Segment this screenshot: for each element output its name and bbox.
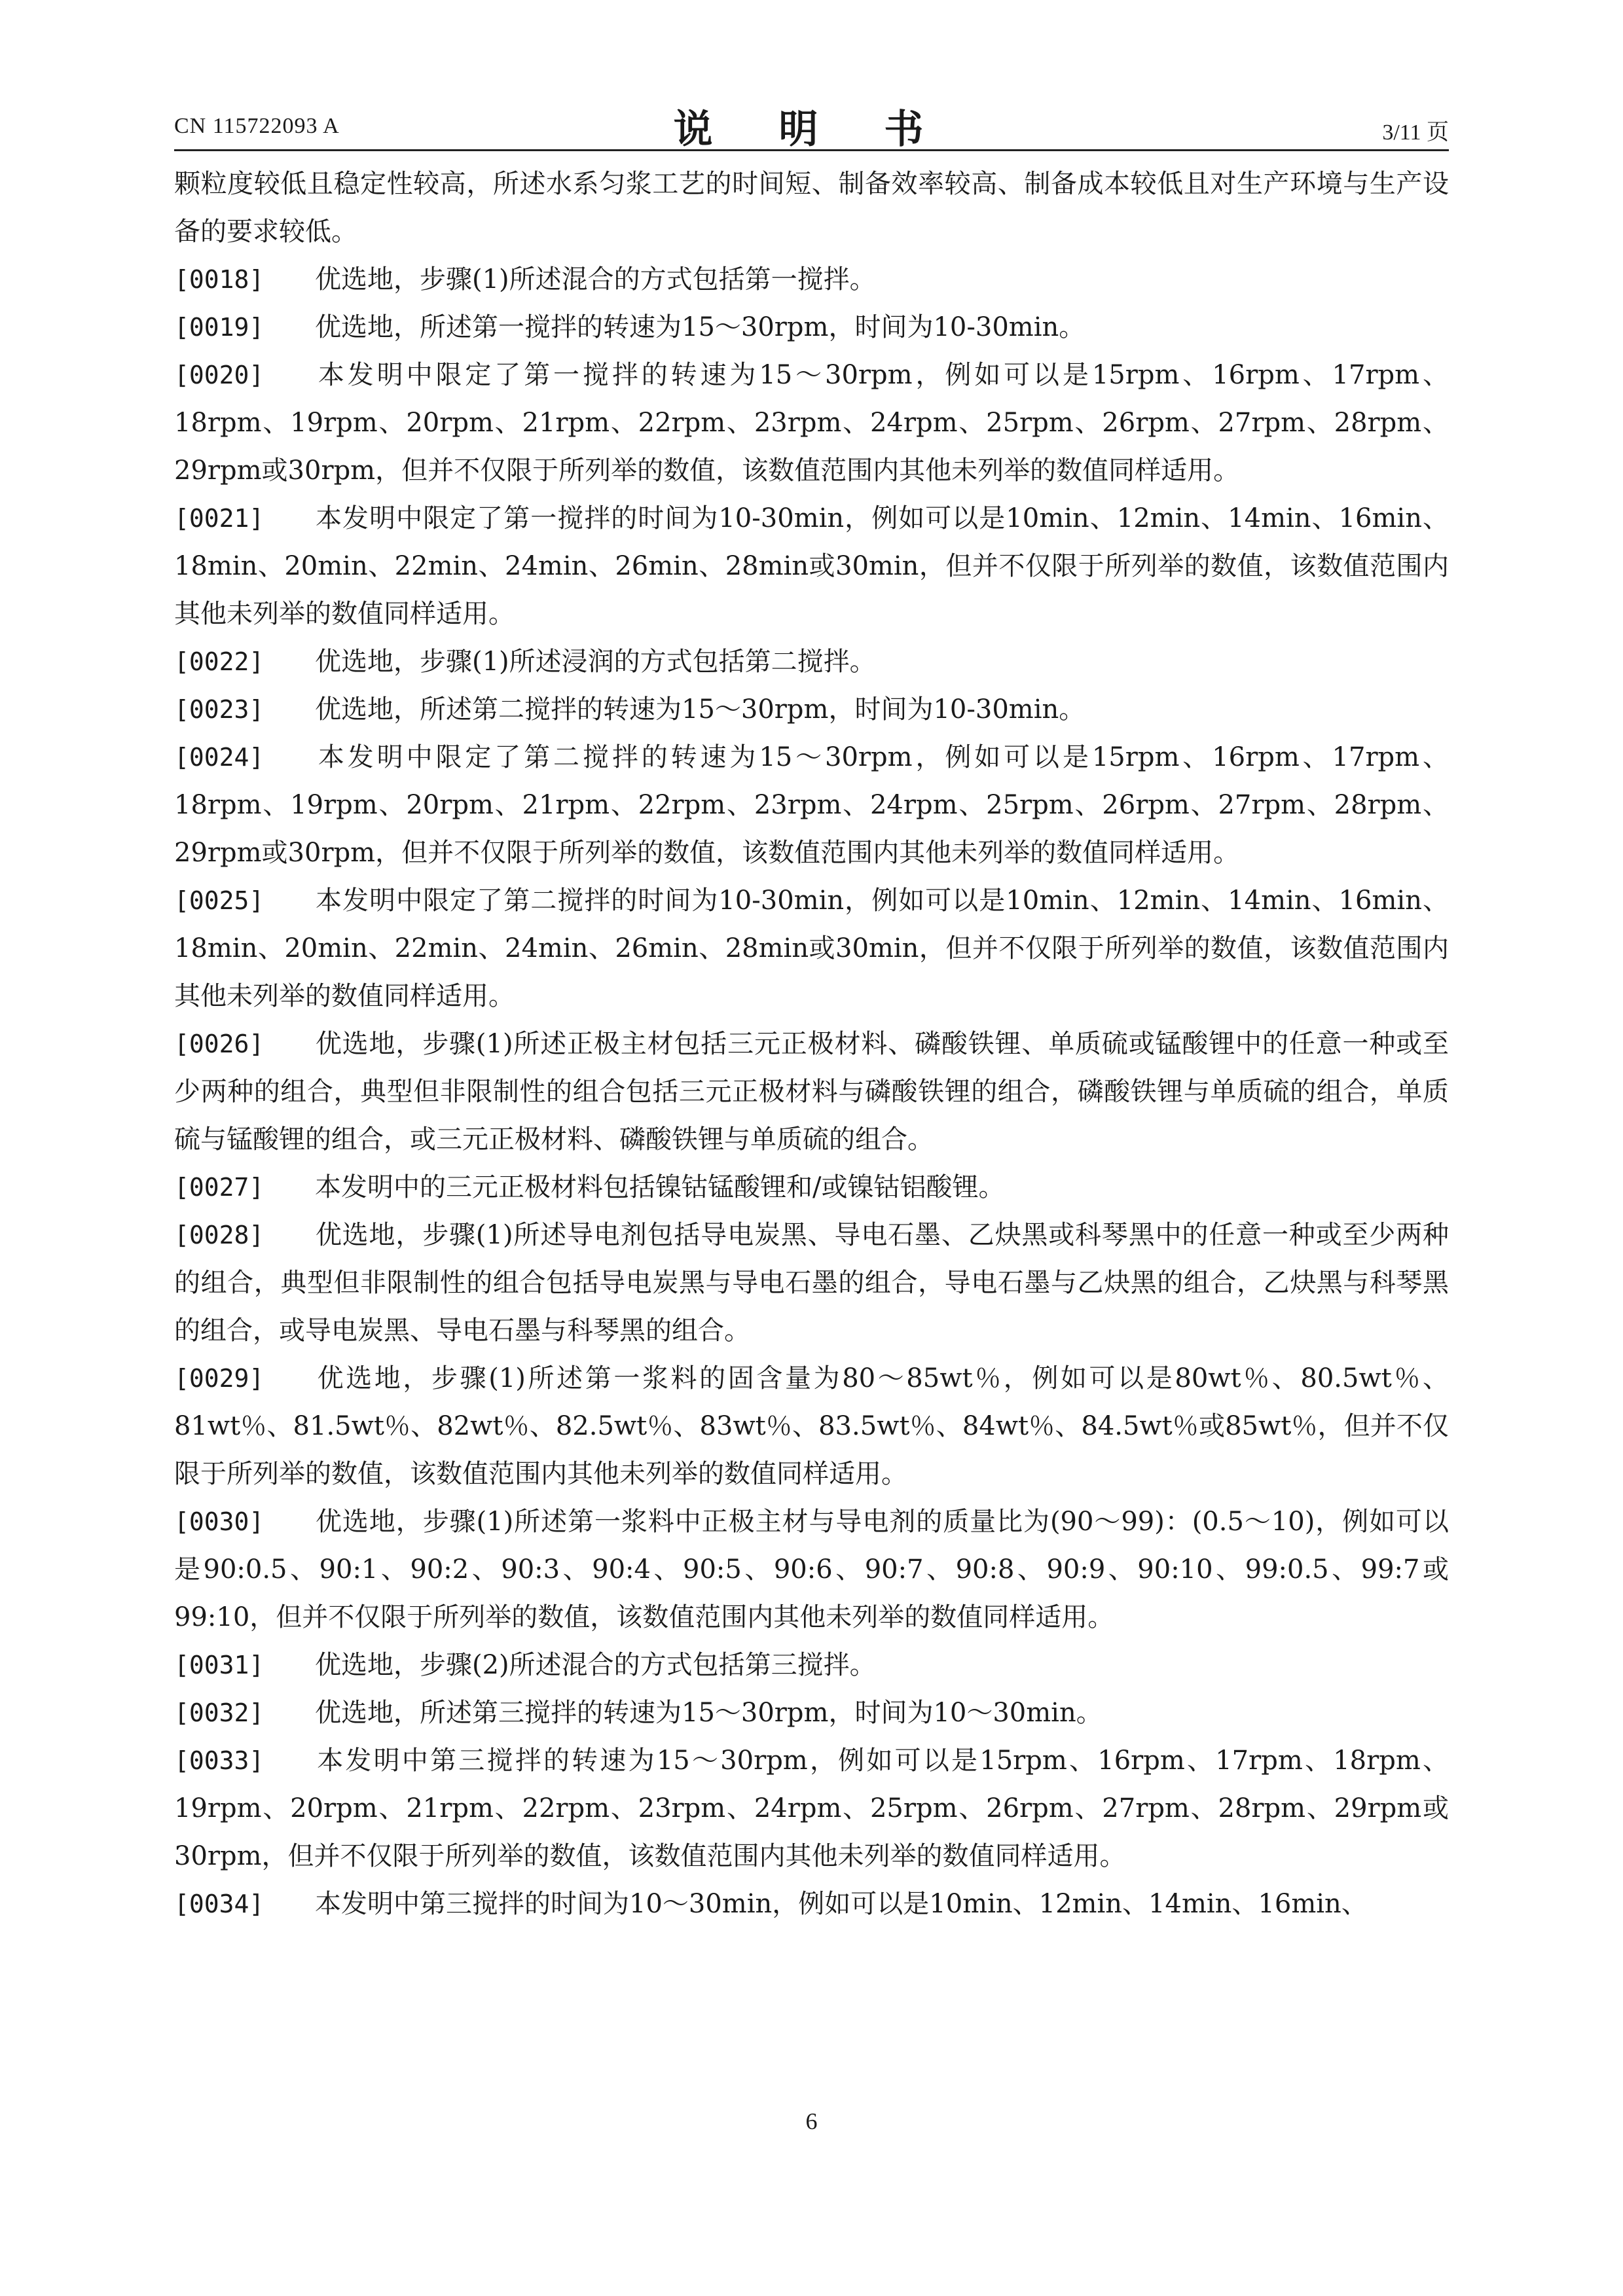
paragraph: [174, 877, 1449, 1020]
paragraph: [174, 304, 1449, 351]
paragraph-number: [0018]: [174, 265, 264, 294]
paragraph-number: [0030]: [174, 1507, 264, 1536]
paragraph-continuation: 颗粒度较低且稳定性较高，所述水系匀浆工艺的时间短、制备效率较高、制备成本较低且对生产环境与生产设备的要求较低。: [174, 169, 1449, 247]
paragraph-text: 本发明中第三搅拌的转速为15～30rpm，例如可以是15rpm、16rpm、17rpm、18rpm、19rpm、20rpm、21rpm、22rpm、23rpm、24rpm、25rpm、26rpm、27rpm、28rpm、29rpm或30rpm，但并不仅限于所列举的数值，该数值范围内其他未列举的数值同样适用。: [174, 1746, 1449, 1871]
document-body: [174, 160, 1449, 1928]
paragraph-number: [0021]: [174, 504, 264, 533]
paragraph-number: [0029]: [174, 1364, 264, 1393]
paragraph-number: [0028]: [174, 1221, 264, 1249]
paragraph-number: [0027]: [174, 1173, 264, 1202]
paragraph-text: 优选地，所述第二搅拌的转速为15～30rpm，时间为10-30min。: [315, 694, 1085, 725]
paragraph: [174, 1355, 1449, 1498]
paragraph-number: [0020]: [174, 361, 264, 389]
paragraph: [174, 1020, 1449, 1164]
paragraph-text: 优选地，所述第三搅拌的转速为15～30rpm，时间为10～30min。: [315, 1698, 1103, 1728]
paragraph: [174, 734, 1449, 877]
paragraph-text: 优选地，步骤(1)所述浸润的方式包括第二搅拌。: [315, 647, 876, 677]
page-header: [174, 98, 1449, 151]
paragraph-text: 优选地，步骤(2)所述混合的方式包括第三搅拌。: [315, 1650, 876, 1680]
patent-number: CN 115722093 A: [174, 114, 340, 138]
paragraph-text: 本发明中的三元正极材料包括镍钴锰酸锂和/或镍钴铝酸锂。: [315, 1172, 1005, 1202]
paragraph: [174, 1164, 1449, 1211]
paragraph-text: 优选地，步骤(1)所述第一浆料中正极主材与导电剂的质量比为(90～99)：(0.5～10)，例如可以是90:0.5、90:1、90:2、90:3、90:4、90:5、90:6、90:7、90:8、90:9、90:10、99:0.5、99:7或99:10，但并不仅限于所列举的数值，该数值范围内其他未列举的数值同样适用。: [174, 1507, 1449, 1632]
paragraph-list: [174, 256, 1449, 1928]
paragraph-number: [0024]: [174, 743, 264, 772]
paragraph-text: 本发明中限定了第一搅拌的时间为10-30min，例如可以是10min、12min、14min、16min、18min、20min、22min、24min、26min、28min或30min，但并不仅限于所列举的数值，该数值范围内其他未列举的数值同样适用。: [174, 503, 1449, 629]
paragraph-number: [0025]: [174, 886, 264, 915]
paragraph-text: 本发明中第三搅拌的时间为10～30min，例如可以是10min、12min、14min、16min、: [315, 1889, 1368, 1919]
paragraph-text: 本发明中限定了第二搅拌的转速为15～30rpm，例如可以是15rpm、16rpm、17rpm、18rpm、19rpm、20rpm、21rpm、22rpm、23rpm、24rpm、25rpm、26rpm、27rpm、28rpm、29rpm或30rpm，但并不仅限于所列举的数值，该数值范围内其他未列举的数值同样适用。: [174, 742, 1449, 868]
page-number: 6: [805, 2108, 818, 2134]
paragraph: [174, 1737, 1449, 1880]
paragraph: [174, 638, 1449, 686]
paragraph-text: 优选地，步骤(1)所述第一浆料的固含量为80～85wt％，例如可以是80wt％、80.5wt％、81wt％、81.5wt％、82wt％、82.5wt％、83wt％、83.5wt％、84wt％、84.5wt％或85wt％，但并不仅限于所列举的数值，该数值范围内其他未列举的数值同样适用。: [174, 1363, 1449, 1489]
paragraph-text: 优选地，步骤(1)所述混合的方式包括第一搅拌。: [315, 264, 876, 295]
paragraph-number: [0032]: [174, 1698, 264, 1727]
paragraph-text: 本发明中限定了第一搅拌的转速为15～30rpm，例如可以是15rpm、16rpm、17rpm、18rpm、19rpm、20rpm、21rpm、22rpm、23rpm、24rpm、25rpm、26rpm、27rpm、28rpm、29rpm或30rpm，但并不仅限于所列举的数值，该数值范围内其他未列举的数值同样适用。: [174, 360, 1449, 486]
paragraph-number: [0023]: [174, 695, 264, 724]
paragraph: [174, 1689, 1449, 1737]
paragraph-number: [0033]: [174, 1746, 264, 1775]
paragraph-text: 优选地，步骤(1)所述导电剂包括导电炭黑、导电石墨、乙炔黑或科琴黑中的任意一种或至少两种的组合，典型但非限制性的组合包括导电炭黑与导电石墨的组合，导电石墨与乙炔黑的组合，乙炔黑与科琴黑的组合，或导电炭黑、导电石墨与科琴黑的组合。: [174, 1220, 1449, 1346]
paragraph-text: 本发明中限定了第二搅拌的时间为10-30min，例如可以是10min、12min、14min、16min、18min、20min、22min、24min、26min、28min或30min，但并不仅限于所列举的数值，该数值范围内其他未列举的数值同样适用。: [174, 886, 1449, 1011]
paragraph: [174, 256, 1449, 304]
paragraph-number: [0034]: [174, 1890, 264, 1918]
document-title: 说 明 书: [673, 107, 950, 152]
page-indicator: 3/11 页: [1382, 120, 1449, 145]
paragraph: [174, 495, 1449, 638]
paragraph: [174, 1880, 1449, 1928]
paragraph: [174, 686, 1449, 734]
paragraph-number: [0019]: [174, 313, 264, 342]
paragraph-text: 优选地，步骤(1)所述正极主材包括三元正极材料、磷酸铁锂、单质硫或锰酸锂中的任意一种或至少两种的组合，典型但非限制性的组合包括三元正极材料与磷酸铁锂的组合，磷酸铁锂与单质硫的组合，单质硫与锰酸锂的组合，或三元正极材料、磷酸铁锂与单质硫的组合。: [174, 1029, 1449, 1155]
paragraph: [174, 1211, 1449, 1355]
paragraph: [174, 1641, 1449, 1689]
paragraph: [174, 351, 1449, 495]
paragraph: [174, 1498, 1449, 1641]
header-divider: [174, 149, 1449, 151]
paragraph-number: [0031]: [174, 1651, 264, 1679]
paragraph-number: [0026]: [174, 1030, 264, 1058]
paragraph-text: 优选地，所述第一搅拌的转速为15～30rpm，时间为10-30min。: [315, 312, 1085, 342]
paragraph-number: [0022]: [174, 647, 264, 676]
